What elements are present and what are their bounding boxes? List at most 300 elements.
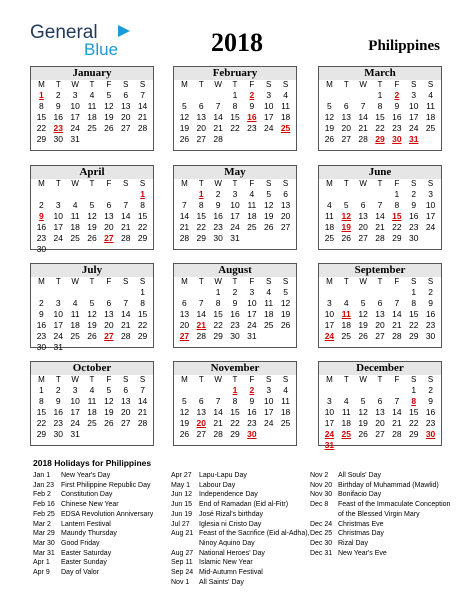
empty-day [355,287,372,298]
day: 8 [232,396,238,406]
day: 15 [230,407,240,417]
empty-day [117,287,134,298]
holiday-day: 2 [249,385,255,395]
day: 9 [55,101,61,111]
day: 11 [70,211,80,221]
holiday-day: 29 [375,134,385,144]
day: 22 [36,418,47,428]
holiday-name: New Year's Day [61,472,111,479]
day: 3 [428,189,433,199]
day: 5 [89,200,95,210]
holiday-date: Nov 20 [310,481,333,489]
day: 18 [70,222,80,232]
day: 19 [104,407,114,417]
day: 29 [408,429,419,439]
holiday-row [171,539,310,549]
holiday-day: 24 [324,429,335,439]
empty-day [67,189,84,200]
day: 6 [106,200,112,210]
month-july [30,263,154,352]
day: 14 [392,407,402,417]
day: 15 [137,309,148,319]
holiday-row [33,520,153,530]
weekday-header: F [394,179,400,188]
weekday-header: M [38,80,45,89]
holiday-date: Jan 1 [33,472,51,479]
day: 20 [375,320,385,330]
empty-day [117,189,134,200]
day: 8 [411,298,417,308]
weekday-header: T [377,80,383,89]
day: 25 [70,331,80,341]
holiday-day: 27 [104,233,114,243]
country-title: Philippines [368,38,440,54]
month-title: March [319,67,441,80]
holiday-row [310,539,450,549]
empty-day [50,189,67,200]
day: 25 [341,331,351,341]
weekday-header: S [139,179,146,188]
holiday-date: Nov 1 [171,578,190,586]
day: 23 [36,233,47,243]
holiday-day: 1 [140,189,145,199]
holiday-name: Christmas Day [338,530,384,538]
day: 29 [230,429,240,439]
month-days [31,375,153,440]
day: 26 [179,134,190,144]
month-days [174,80,296,145]
holiday-name: Easter Sunday [61,559,107,567]
day: 26 [179,429,190,439]
holiday-day: 9 [39,211,44,221]
weekday-header: S [282,179,289,188]
day: 18 [341,418,351,428]
day: 17 [324,418,335,428]
day: 21 [179,222,190,232]
day: 9 [249,101,255,111]
weekday-header: S [139,277,146,286]
holiday-day: 15 [392,211,402,221]
holiday-date: Apr 27 [171,472,192,479]
day: 2 [232,287,238,297]
holiday-name: Mid-Autumn Festival [199,569,263,577]
empty-day [321,90,338,101]
month-november [173,361,297,446]
day: 8 [140,200,145,210]
day: 17 [70,407,80,417]
day: 14 [375,211,385,221]
weekday-header: T [232,375,238,384]
empty-day [210,90,227,101]
day: 18 [324,222,335,232]
day: 21 [392,320,402,330]
day: 24 [53,331,63,341]
holiday-day: 21 [196,320,206,330]
day: 9 [428,298,433,308]
day: 23 [53,418,63,428]
day: 25 [324,233,335,243]
holiday-date [171,539,199,549]
empty-day [210,385,227,396]
day: 11 [70,309,80,319]
day: 11 [281,101,290,111]
month-days [174,277,296,342]
holiday-date: Dec 24 [310,520,333,528]
day: 24 [70,123,80,133]
holiday-name: Feast of the Sacrifice (Eid al-Adha), [199,530,310,538]
day: 24 [53,233,63,243]
day: 5 [283,287,288,297]
weekday-header: T [198,80,204,89]
day: 25 [247,222,257,232]
day: 10 [263,396,274,406]
day: 14 [213,407,223,417]
day: 8 [394,200,400,210]
day: 3 [411,90,417,100]
day: 28 [392,429,402,439]
day: 31 [230,233,240,243]
weekday-header: T [198,375,204,384]
holiday-row [171,578,310,588]
day: 15 [213,309,223,319]
empty-day [176,287,193,298]
day: 29 [408,331,419,341]
day: 24 [263,418,274,428]
day: 9 [215,200,221,210]
holiday-name: Chinese New Year [61,501,119,509]
day: 8 [198,200,204,210]
day: 22 [213,320,223,330]
weekday-header: S [427,80,434,89]
day: 23 [425,320,436,330]
day: 5 [327,101,332,111]
holiday-date: Sep 11 [171,559,193,567]
holiday-name: National Heroes' Day [199,549,265,557]
holiday-column [33,471,153,578]
holiday-name: End of Ramadan (Eid al-Fitr) [199,501,289,509]
day: 9 [394,101,400,111]
holiday-row [310,510,450,520]
holiday-row [33,490,153,500]
day: 13 [120,396,131,406]
day: 9 [55,396,61,406]
holiday-row [171,529,310,539]
day: 19 [263,211,274,221]
day: 28 [137,418,148,428]
weekday-header: T [55,277,61,286]
day: 19 [104,112,114,122]
day: 6 [377,298,383,308]
day: 23 [247,123,257,133]
day: 16 [425,407,436,417]
holiday-row [171,481,310,491]
day: 7 [123,200,129,210]
month-title: June [319,166,441,179]
day: 3 [327,298,332,308]
day: 7 [123,298,129,308]
holiday-name: Easter Saturday [61,549,112,557]
day: 16 [247,407,257,417]
empty-day [33,189,50,200]
weekday-header: W [359,80,367,89]
day: 7 [394,396,400,406]
day: 19 [87,320,97,330]
day: 16 [408,211,419,221]
day: 2 [428,385,433,395]
day: 25 [280,418,291,428]
month-title: January [31,67,153,80]
day: 18 [341,320,351,330]
empty-day [67,287,84,298]
day: 15 [36,407,47,417]
day: 15 [408,309,419,319]
day: 23 [247,418,257,428]
day: 29 [213,331,223,341]
holiday-name: of the Blessed Virgin Mary [338,510,420,518]
day: 15 [137,211,148,221]
day: 22 [230,418,240,428]
day: 10 [425,200,436,210]
day: 16 [230,309,240,319]
holiday-name: All Souls' Day [338,472,381,479]
day: 16 [36,320,47,330]
holiday-row [171,568,310,578]
day: 10 [70,396,80,406]
empty-day [84,287,101,298]
day: 21 [392,418,402,428]
day: 3 [72,90,78,100]
month-title: October [31,362,153,375]
empty-day [321,189,338,200]
empty-day [338,287,355,298]
day: 17 [247,309,257,319]
logo-line2: Blue [84,40,119,59]
day: 18 [263,309,274,319]
day: 28 [392,331,402,341]
day: 30 [230,331,240,341]
month-august [173,263,297,348]
day: 16 [53,407,63,417]
day: 4 [343,396,349,406]
empty-day [388,287,405,298]
day: 6 [360,200,366,210]
day: 5 [360,396,366,406]
weekday-header: F [249,375,255,384]
month-march [318,66,442,151]
holiday-row [33,471,153,481]
day: 12 [104,101,114,111]
holiday-date: Mar 29 [33,530,55,538]
weekday-header: T [343,179,349,188]
day: 7 [377,200,383,210]
weekday-header: M [326,80,333,89]
day: 27 [341,134,351,144]
day: 1 [39,385,44,395]
weekday-header: W [214,80,222,89]
weekday-header: T [89,277,95,286]
day: 18 [280,112,291,122]
holiday-day: 30 [247,429,257,439]
day: 9 [428,396,433,406]
day: 20 [120,407,131,417]
day: 7 [140,385,145,395]
day: 12 [280,298,291,308]
day: 4 [249,189,255,199]
day: 5 [360,298,366,308]
weekday-header: M [38,179,45,188]
day: 29 [137,233,148,243]
day: 28 [213,134,223,144]
empty-day [372,385,389,396]
holiday-row [171,490,310,500]
day: 5 [182,101,187,111]
holiday-row [310,529,450,539]
holiday-name: Islamic New Year [199,559,253,567]
holiday-day: 25 [341,429,351,439]
day: 22 [408,418,419,428]
day: 9 [249,396,255,406]
holiday-date: Dec 25 [310,530,333,538]
empty-day [176,189,193,200]
holiday-name: Lantern Festival [61,520,111,528]
day: 16 [213,211,223,221]
day: 25 [87,418,97,428]
month-title: December [319,362,441,375]
day: 10 [230,200,240,210]
day: 21 [137,112,148,122]
holiday-row [33,510,153,520]
day: 10 [263,101,274,111]
day: 28 [358,134,368,144]
empty-day [372,287,389,298]
holiday-date: Mar 30 [33,539,55,547]
day: 2 [428,287,433,297]
holiday-row [33,568,153,578]
day: 15 [196,211,206,221]
day: 17 [53,320,63,330]
day: 20 [375,418,385,428]
day: 3 [266,385,272,395]
holiday-name: Labour Day [199,481,236,489]
weekday-header: T [55,80,61,89]
day: 29 [392,233,402,243]
day: 30 [408,233,419,243]
day: 25 [70,233,80,243]
month-title: July [31,264,153,277]
weekday-header: S [411,277,417,286]
day: 19 [179,418,190,428]
holiday-row [33,539,153,549]
day: 6 [198,101,204,111]
weekday-header: W [71,277,79,286]
weekday-header: T [377,179,383,188]
day: 29 [36,134,47,144]
day: 17 [263,112,274,122]
weekday-header: T [343,375,349,384]
weekday-header: S [411,375,417,384]
day: 28 [120,233,131,243]
holiday-row [310,481,450,491]
weekday-header: S [266,375,272,384]
holiday-day: 25 [280,123,291,133]
day: 11 [87,396,97,406]
month-september [318,263,442,348]
holiday-date: Mar 2 [33,520,51,528]
holiday-name: Rizal Day [338,539,368,547]
holiday-column [171,471,310,587]
day: 22 [375,123,385,133]
weekday-header: F [106,277,112,286]
day: 19 [358,418,368,428]
day: 3 [249,287,255,297]
day: 25 [425,123,436,133]
empty-day [372,189,389,200]
day: 14 [392,309,402,319]
holiday-row [310,520,450,530]
empty-day [338,385,355,396]
weekday-header: S [282,375,289,384]
day: 1 [394,189,400,199]
day: 12 [87,211,97,221]
day: 10 [324,309,335,319]
holiday-row [171,471,310,481]
holiday-row [310,500,450,510]
day: 2 [411,189,417,199]
weekday-header: T [343,277,349,286]
day: 11 [426,101,435,111]
weekday-header: W [71,80,79,89]
day: 30 [53,429,63,439]
day: 20 [280,211,291,221]
holiday-date: Aug 21 [171,530,194,538]
month-days [319,80,441,145]
day: 25 [87,123,97,133]
holiday-date: Dec 31 [310,549,333,557]
month-days [319,375,441,451]
holiday-day: 12 [341,211,351,221]
holiday-day: 31 [408,134,419,144]
day: 4 [283,385,288,395]
holiday-date: Feb 2 [33,491,51,499]
day: 11 [247,200,257,210]
month-title: April [31,166,153,179]
day: 20 [179,320,190,330]
month-days [319,179,441,244]
month-title: August [174,264,296,277]
day: 11 [281,396,290,406]
day: 21 [120,222,131,232]
day: 26 [104,123,114,133]
weekday-header: T [89,375,95,384]
day: 13 [104,309,114,319]
day: 24 [247,320,257,330]
holiday-name: New Year's Eve [338,549,387,557]
holiday-day: 2 [249,90,255,100]
day: 23 [36,331,47,341]
weekday-header: M [326,375,333,384]
weekday-header: M [38,375,45,384]
day: 17 [263,407,274,417]
day: 17 [53,222,63,232]
day: 19 [358,320,368,330]
holiday-row [171,558,310,568]
holiday-row [171,520,310,530]
day: 19 [324,123,335,133]
day: 23 [408,222,419,232]
day: 4 [428,90,433,100]
day: 21 [137,407,148,417]
day: 4 [327,200,332,210]
